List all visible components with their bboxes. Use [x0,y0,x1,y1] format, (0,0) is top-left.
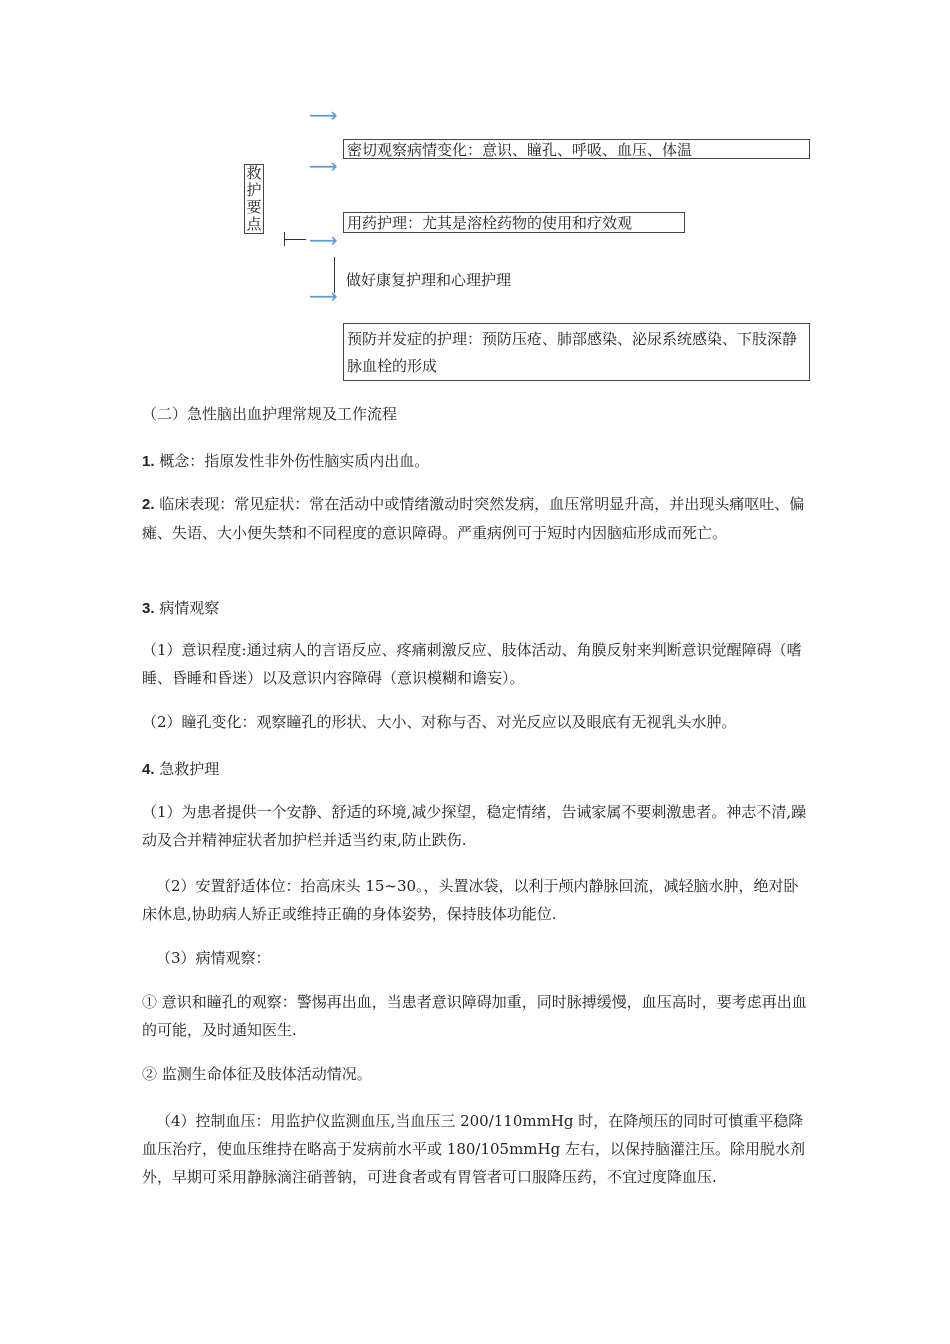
item-number: 2. [142,496,155,513]
diagram-text-rehab: 做好康复护理和心理护理 [346,271,512,289]
rescue-heading-text: 急救护理 [159,760,220,778]
item-number: 3. [142,600,155,617]
arrow-right-icon: ⟶ [309,284,338,308]
arrow-right-icon: ⟶ [309,103,338,127]
diagram-box-complications: 预防并发症的护理：预防压疮、肺部感染、泌尿系统感染、下肢深静脉血栓的形成 [343,323,810,381]
observe-heading-text: 病情观察 [159,599,220,617]
rescue-paragraph-3b: ② 监测生命体征及肢体活动情况。 [142,1065,372,1083]
rescue-paragraph-2: （2）安置舒适体位：抬高床头 15~30。，头置冰袋，以利于颅内静脉回流，减轻脑水肿，绝对卧床休息,协助病人矫正或维持正确的身体姿势，保持肢体功能位. [142,877,799,923]
rescue-paragraph-4: （4）控制血压：用监护仪监测血压,当血压三 200/110mmHg 时，在降颅压的同时可慎重平稳降血压治疗，使血压维持在略高于发病前水平或 180/105mmHg 左右，以保持脑灌注压。除用脱水剂外，早期可采用静脉滴注硝普钠，可进食者或有胃管者可口服降压药，不宜过度降血压. [142,1112,805,1186]
observe-paragraph-2: （2）瞳孔变化：观察瞳孔的形状、大小、对称与否、对光反应以及眼底有无视乳头水肿。 [142,713,737,731]
observe-paragraph-1: （1）意识程度:通过病人的言语反应、疼痛刺激反应、肢体活动、角膜反射来判断意识觉醒障碍（嗜睡、昏睡和昏迷）以及意识内容障碍（意识模糊和谵妄）。 [142,641,802,687]
concept-text: 概念：指原发性非外伤性脑实质内出血。 [159,452,430,470]
rescue-heading [142,755,810,784]
arrow-right-icon: ⟶ [309,154,338,178]
connector-line [284,232,285,246]
item-number: 4. [142,761,155,778]
concept-paragraph [142,447,810,476]
section-title: （二）急性脑出血护理常规及工作流程 [142,405,398,423]
diagram-box-medication: 用药护理：尤其是溶栓药物的使用和疗效观 [343,212,685,233]
clinical-paragraph [142,490,810,547]
clinical-text: 临床表现：常见症状：常在活动中或情绪激动时突然发病，血压常明显升高，并出现头痛呕吐、偏瘫、失语、大小便失禁和不同程度的意识障碍。严重病例可于短时内因脑疝形成而死亡。 [142,495,805,542]
observe-heading [142,594,810,623]
diagram-root-label: 救护要点 [244,164,264,234]
diagram-box-observation: 密切观察病情变化：意识、瞳孔、呼吸、血压、体温 [343,139,810,159]
connector-line [284,239,306,240]
arrow-right-icon: ⟶ [309,228,338,252]
rescue-paragraph-1: （1）为患者提供一个安静、舒适的环境,减少探望，稳定情绪，告诫家属不要刺激患者。神志不清,躁动及合并精神症状者加护栏并适当约束,防止跌伤. [142,803,807,849]
item-number: 1. [142,453,155,470]
rescue-paragraph-3a: ① 意识和瞳孔的观察：警惕再出血，当患者意识障碍加重，同时脉搏缓慢，血压高时，要考虑再出血的可能，及时通知医生. [142,993,807,1039]
rescue-paragraph-3: （3）病情观察： [156,949,271,967]
